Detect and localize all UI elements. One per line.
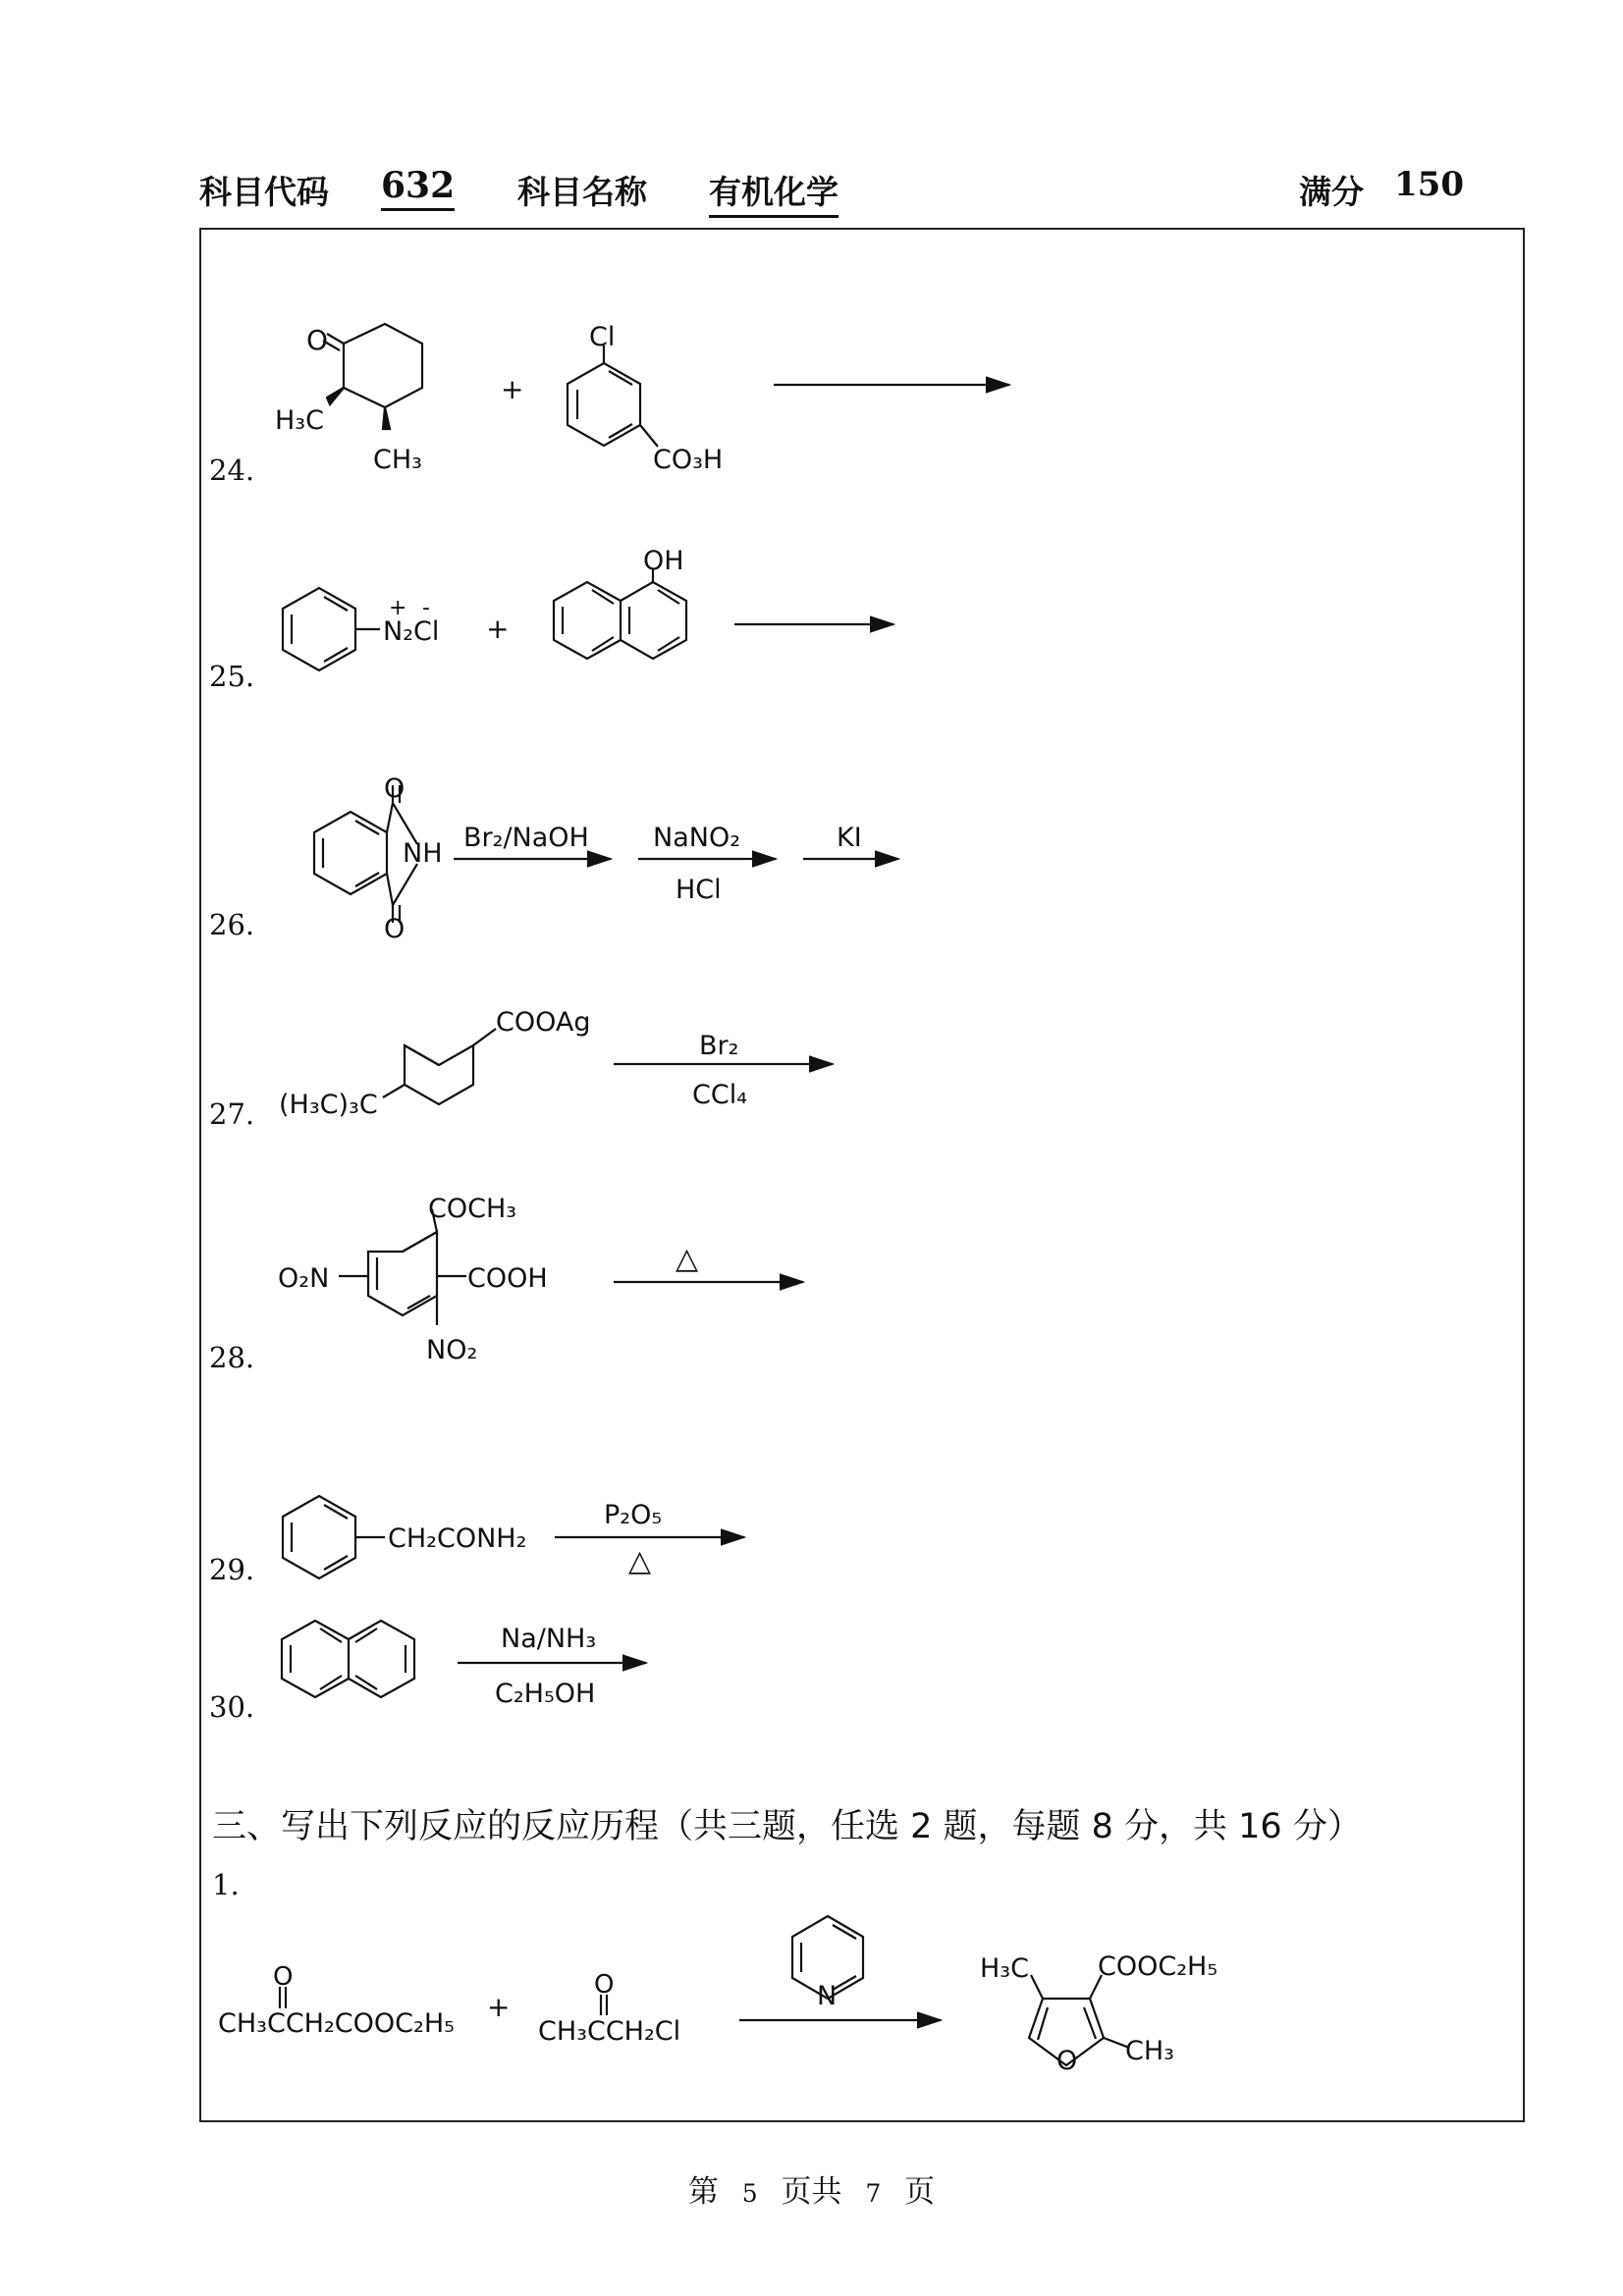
q28-label-coch3: COCH₃: [428, 1194, 517, 1224]
q29-benzene-structure: [283, 1496, 385, 1578]
q27-reagent-2: CCl₄: [692, 1080, 748, 1110]
q29-label-ch2conh2: CH₂CONH₂: [388, 1523, 527, 1554]
q29-reagent-2: △: [628, 1544, 652, 1578]
q25-minus-charge: -: [422, 596, 430, 620]
q30-naphthalene-structure: [282, 1621, 414, 1697]
q28-benzene-structure: [339, 1209, 466, 1325]
s3q1-pyridine-n: N: [817, 1981, 838, 2011]
q24-label-ch3a: H₃C: [275, 405, 324, 436]
s3q1-product-o: O: [1056, 2046, 1078, 2076]
q24-mcpba-structure: [568, 346, 658, 447]
q25-diazonium-structure: [283, 588, 380, 670]
question-number-28: 28.: [209, 1341, 255, 1374]
full-score-label: 满分: [1299, 173, 1364, 211]
footer-text-a: 第: [687, 2174, 719, 2210]
q25-naphthol-structure: [554, 569, 686, 659]
q27-cyclohexane-structure: [383, 1029, 496, 1104]
q28-reagent-heat: △: [676, 1242, 699, 1276]
q24-ketone-structure: [323, 324, 422, 429]
full-score-value: 150: [1394, 165, 1464, 204]
question-number-27: 27.: [209, 1097, 255, 1131]
q24-label-cl: Cl: [589, 322, 616, 352]
q26-label-nh: NH: [403, 838, 443, 869]
s3q1-reactant2: CH₃CCH₂Cl: [538, 2016, 681, 2047]
s3q1-reactant1: CH₃CCH₂COOC₂H₅: [218, 2008, 455, 2039]
q24-label-co3h: CO₃H: [653, 445, 724, 475]
q27-label-tbu: (H₃C)₃C: [279, 1090, 378, 1120]
q26-reagent-1: Br₂/NaOH: [463, 823, 589, 853]
q26-reagent-3: HCl: [676, 875, 722, 905]
q25-plus: +: [486, 613, 510, 645]
s3q1-product-cooc2h5: COOC₂H₅: [1098, 1951, 1218, 1982]
question-number-24: 24.: [209, 454, 255, 487]
q29-reagent-1: P₂O₅: [604, 1500, 663, 1530]
question-number-26: 26.: [209, 908, 255, 941]
q25-label-n2cl: N₂Cl: [383, 616, 440, 647]
s3q1-furan-structure: [1029, 1975, 1129, 2065]
q26-reagent-4: KI: [837, 823, 862, 853]
subject-name-label: 科目名称: [517, 173, 647, 211]
s3q1-reactant2-o: O: [594, 1970, 615, 2000]
question-number-30: 30.: [209, 1690, 255, 1724]
s3q1-plus: +: [487, 1991, 511, 2023]
footer-total-pages: 7: [865, 2179, 882, 2208]
section3-q1-number: 1.: [212, 1868, 240, 1901]
q30-reagent-2: C₂H₅OH: [495, 1679, 596, 1709]
s3q1-product-ch3: CH₃: [1125, 2036, 1174, 2066]
footer-text-c: 页: [904, 2174, 936, 2210]
q24-plus: +: [501, 373, 524, 405]
q28-label-no2b: NO₂: [426, 1335, 478, 1365]
subject-code-value: 632: [381, 165, 455, 211]
q30-reagent-1: Na/NH₃: [501, 1624, 597, 1654]
q26-label-o2: O: [384, 914, 406, 944]
s3q1-reactant1-o: O: [273, 1962, 294, 1992]
question-number-25: 25.: [209, 660, 255, 693]
q26-reagent-2: NaNO₂: [653, 823, 741, 853]
q28-label-cooh: COOH: [467, 1263, 548, 1294]
page-footer: [0, 2166, 1623, 2211]
q28-label-no2a: O₂N: [278, 1263, 330, 1294]
question-number-29: 29.: [209, 1553, 255, 1586]
subject-name-value: 有机化学: [709, 167, 839, 218]
section3-title: 三、写出下列反应的反应历程（共三题，任选 2 题，每题 8 分，共 16 分）: [212, 1807, 1362, 1846]
q25-plus-charge: +: [389, 596, 407, 620]
q27-reagent-1: Br₂: [699, 1031, 739, 1061]
q27-label-cooag: COOAg: [496, 1007, 591, 1038]
q25-label-oh: OH: [643, 546, 684, 576]
q24-label-o: O: [306, 324, 329, 356]
q24-label-ch3b: CH₃: [373, 445, 422, 475]
footer-text-b: 页共: [781, 2174, 842, 2210]
q26-label-o1: O: [384, 774, 406, 804]
footer-page-number: 5: [741, 2179, 758, 2208]
subject-code-label: 科目代码: [199, 173, 329, 211]
s3q1-product-h3c: H₃C: [980, 1953, 1029, 1984]
